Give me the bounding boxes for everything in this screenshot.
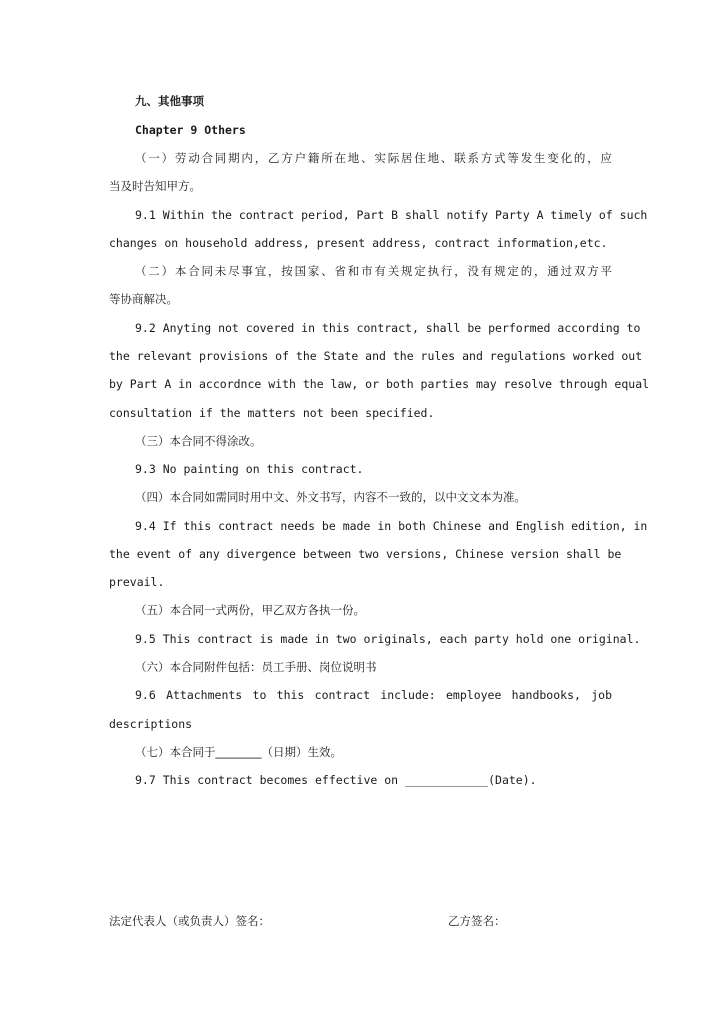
clause-4-en-line-2: the event of any divergence between two versions, Chinese version shall be (109, 547, 622, 561)
clause-1-zh-line-1: （一）劳动合同期内，乙方户籍所在地、实际居住地、联系方式等发生变化的，应 (135, 151, 612, 165)
clause-4-zh-line-1: （四）本合同如需同时用中文、外文书写，内容不一致的，以中文文本为准。 (135, 490, 526, 504)
clause-1-en-line-1: 9.1 Within the contract period, Part B shall notify Party A timely of such (135, 208, 648, 222)
clause-2-zh-line-1: （二）本合同未尽事宜，按国家、省和市有关规定执行，没有规定的，通过双方平 (135, 264, 612, 278)
clause-7-en-line-1: 9.7 This contract becomes effective on ____________(Date). (135, 773, 537, 787)
clause-4-en-line-3: prevail. (109, 575, 165, 589)
clause-2-en-line-4: consultation if the matters not been specified. (109, 406, 435, 420)
clause-2-en-line-2: the relevant provisions of the State and the rules and regulations worked out (109, 349, 643, 363)
clause-5-zh-line-1: （五）本合同一式两份，甲乙双方各执一份。 (135, 603, 365, 617)
clause-7-zh-line-1: （七）本合同于________（日期）生效。 (135, 745, 342, 759)
legal-representative-signature-label: 法定代表人（或负责人）签名： (109, 914, 270, 928)
clause-6-zh-line-1: （六）本合同附件包括：员工手册、岗位说明书 (135, 660, 377, 674)
clause-1-zh-line-2: 当及时告知甲方。 (109, 179, 201, 193)
clause-3-zh-line-1: （三）本合同不得涂改。 (135, 434, 262, 448)
clause-3-en-line-1: 9.3 No painting on this contract. (135, 462, 364, 476)
section-heading-en: Chapter 9 Others (135, 123, 246, 137)
clause-4-en-line-1: 9.4 If this contract needs be made in both Chinese and English edition, in (135, 519, 648, 533)
party-b-signature-label: 乙方签名： (448, 914, 506, 928)
clause-5-en-line-1: 9.5 This contract is made in two originals, each party hold one original. (135, 632, 641, 646)
section-heading-zh: 九、其他事项 (135, 94, 204, 108)
clause-6-en-line-1: 9.6 Attachments to this contract include: employee handbooks, job (135, 688, 612, 702)
clause-2-zh-line-2: 等协商解决。 (109, 292, 178, 306)
clause-2-en-line-3: by Part A in accordnce with the law, or both parties may resolve through equal (109, 377, 650, 391)
clause-6-en-line-2: descriptions (109, 717, 193, 731)
clause-2-en-line-1: 9.2 Anyting not covered in this contract, shall be performed according to (135, 321, 641, 335)
clause-1-en-line-2: changes on household address, present address, contract information,etc. (109, 236, 608, 250)
